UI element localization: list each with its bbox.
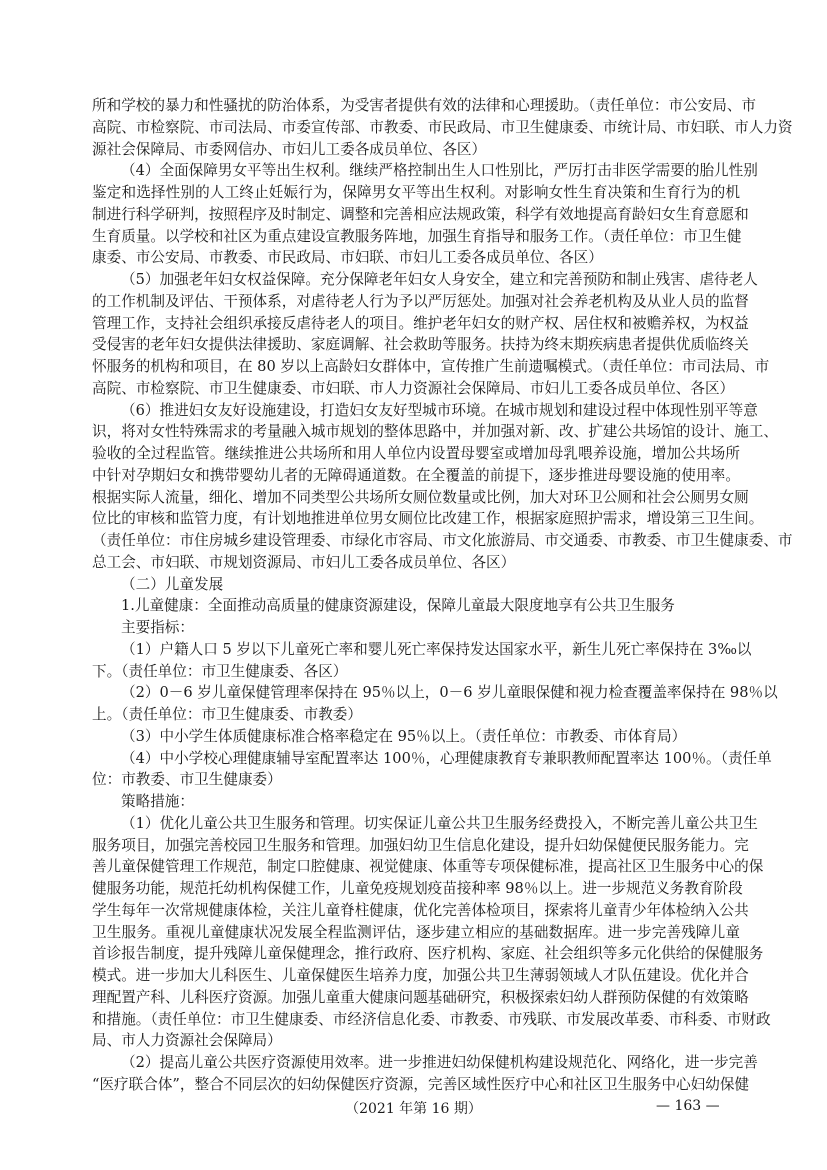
text-line: 1.儿童健康：全面推动高质量的健康资源建设，保障儿童最大限度地享有公共卫生服务 [121,597,675,615]
text-line: 识，将对女性特殊需求的考量融入城市规划的整体思路中，并加强对新、改、扩建公共场馆的设计、施工、 [92,423,778,441]
text-line: 中针对孕期妇女和携带婴幼儿者的无障碍通道数。在全覆盖的前提下，逐步推进母婴设施的使用率。 [92,466,740,484]
text-line: 和措施。（责任单位：市卫生健康委、市经济信息化委、市教委、市残联、市发展改革委、市科委、市财政 [92,1010,771,1028]
text-line: 制进行科学研判，按照程序及时制定、调整和完善相应法规政策，科学有效地提高育龄妇女生育意愿和 [92,205,749,223]
paragraph [92,160,758,269]
text-line: 卫生服务。重视儿童健康状况发展全程监测评估，逐步建立相应的基础数据库。进一步完善残障儿童 [92,923,740,941]
text-line: 生育质量。以学校和社区为重点建设宣教服务阵地，加强生育指导和服务工作。（责任单位：市卫生健 [92,227,742,245]
text-line: 学生每年一次常规健康体检，关注儿童脊柱健康，优化完善体检项目，探索将儿童青少年体检纳入公共 [92,901,749,919]
text-line: （1）户籍人口 5 岁以下儿童死亡率和婴儿死亡率保持发达国家水平，新生儿死亡率保持在 3‰以 [121,640,752,658]
text-line: 根据实际人流量，细化、增加不同类型公共场所女厕位数量或比例，加大对环卫公厕和社会公厕男女厕 [92,488,749,506]
paragraph [92,95,793,160]
text-line: （二）儿童发展 [121,575,224,593]
paragraph [92,574,740,596]
paragraph [92,639,752,683]
text-line: 源社会保障局、市委网信办、市妇儿工委各成员单位、各区） [92,140,487,158]
page-number: — 163 — [656,1098,720,1114]
text-line: （1）优化儿童公共卫生服务和管理。切实保证儿童公共卫生服务经费投入，不断完善儿童公共卫生 [121,814,758,832]
text-line: 局、市人力资源社会保障局） [92,1032,282,1050]
text-line: 康委、市公安局、市教委、市民政局、市妇联、市妇儿工委各成员单位、各区） [92,249,603,267]
text-line: 验收的全过程监管。继续推进公共场所和用人单位内设置母婴室或增加母乳喂养设施，增加公共场所 [92,445,740,462]
text-line: 主要指标： [121,619,194,636]
paragraph [92,400,793,574]
issue-label: （2021 年第 16 期） [345,1101,482,1117]
paragraph [92,726,740,748]
text-line: （5）加强老年妇女权益保障。充分保障老年妇女人身安全，建立和完善预防和制止残害、虐待老人 [121,271,758,288]
text-line: 策略措施： [121,793,194,810]
paragraph [92,791,740,813]
paragraph [92,269,770,400]
text-line: 健服务功能，规范托幼机构保健工作，儿童免疫规划疫苗接种率 98％以上。进一步规范义务教育阶段 [92,880,743,897]
paragraph [92,813,771,1052]
text-line: 模式。进一步加大儿科医生、儿童保健医生培养力度，加强公共卫生薄弱领域人才队伍建设。优化并合 [92,967,749,984]
text-line: 位：市教委、市卫生健康委） [92,771,282,789]
text-line: 鉴定和选择性别的人工终止妊娠行为，保障男女平等出生权利。对影响女性生育决策和生育行为的机 [92,184,740,201]
paragraph [92,617,740,639]
text-line: 位比的审核和监管力度，有计划地推进单位男女厕位比改建工作，根据家庭照护需求，增设第三卫生间。 [92,510,764,528]
text-line: 理配置产科、儿科医疗资源。加强儿童重大健康问题基础研究，积极探索妇幼人群预防保健的有效策略 [92,988,749,1006]
text-line: 首诊报告制度，提升残障儿童保健理念，推行政府、医疗机构、家庭、社会组织等多元化供给的保健服务 [92,945,764,963]
text-line: （3）中小学生体质健康标准合格率稳定在 95％以上。（责任单位：市教委、市体育局） [121,727,687,745]
text-line: 高院、市检察院、市司法局、市委宣传部、市教委、市民政局、市卫生健康委、市统计局、市妇联、市人力资 [92,118,793,136]
text-line: 高院、市检察院、市卫生健康委、市妇联、市人力资源社会保障局、市妇儿工委各成员单位、各区） [92,379,735,397]
text-line: 上。（责任单位：市卫生健康委、市教委） [92,706,362,723]
text-line: （责任单位：市住房城乡建设管理委、市绿化市容局、市文化旅游局、市交通委、市教委、市卫生健康委、市 [92,532,793,549]
text-line: （2）0－6 岁儿童保健管理率保持在 95％以上，0－6 岁儿童眼保健和视力检查覆盖率保持在 98％以 [121,684,778,702]
text-line: 下。（责任单位：市卫生健康委、各区） [92,662,348,680]
text-line: （4）中小学校心理健康辅导室配置率达 100％，心理健康教育专兼职教师配置率达 100％。（责任单 [121,749,772,767]
paragraph [92,748,772,792]
document-body [92,95,793,1096]
text-line: 善儿童保健管理工作规范，制定口腔健康、视觉健康、体重等专项保健标准，提高社区卫生服务中心的保 [92,858,764,876]
text-line: 受侵害的老年妇女提供法律援助、家庭调解、社会救助等服务。扶持为终末期疾病患者提供优质临终关 [92,336,749,354]
text-line: （2）提高儿童公共医疗资源使用效率。进一步推进妇幼保健机构建设规范化、网络化，进一步完善 [121,1054,758,1071]
text-line: 怀服务的机构和项目，在 80 岁以上高龄妇女群体中，宣传推广生前遗嘱模式。（责任单位：市司法局、市 [92,358,770,375]
text-line: 所和学校的暴力和性骚扰的防治体系，为受害者提供有效的法律和心理援助。（责任单位：市公安局、市 [92,97,757,114]
text-line: 的工作机制及评估、干预体系，对虐待老人行为予以严厉惩处。加强对社会养老机构及从业人员的监督 [92,292,749,310]
text-line: 服务项目，加强完善校园卫生服务和管理。加强妇幼卫生信息化建设，提升妇幼保健便民服务能力。完 [92,836,749,854]
text-line: “医疗联合体”，整合不同层次的妇幼保健医疗资源，完善区域性医疗中心和社区卫生服务中心妇幼保健 [92,1075,750,1093]
text-line: （4）全面保障男女平等出生权利。继续严格控制出生人口性别比，严厉打击非医学需要的胎儿性别 [121,162,758,180]
text-line: 管理工作，支持社会组织承接反虐待老人的项目。维护老年妇女的财产权、居住权和被赡养权，为权益 [92,314,749,332]
text-line: 总工会、市妇联、市规划资源局、市妇儿工委各成员单位、各区） [92,553,516,571]
paragraph [92,595,740,617]
text-line: （6）推进妇女友好设施建设，打造妇女友好型城市环境。在城市规划和建设过程中体现性别平等意 [121,401,758,419]
paragraph [92,1052,758,1096]
paragraph [92,682,778,726]
